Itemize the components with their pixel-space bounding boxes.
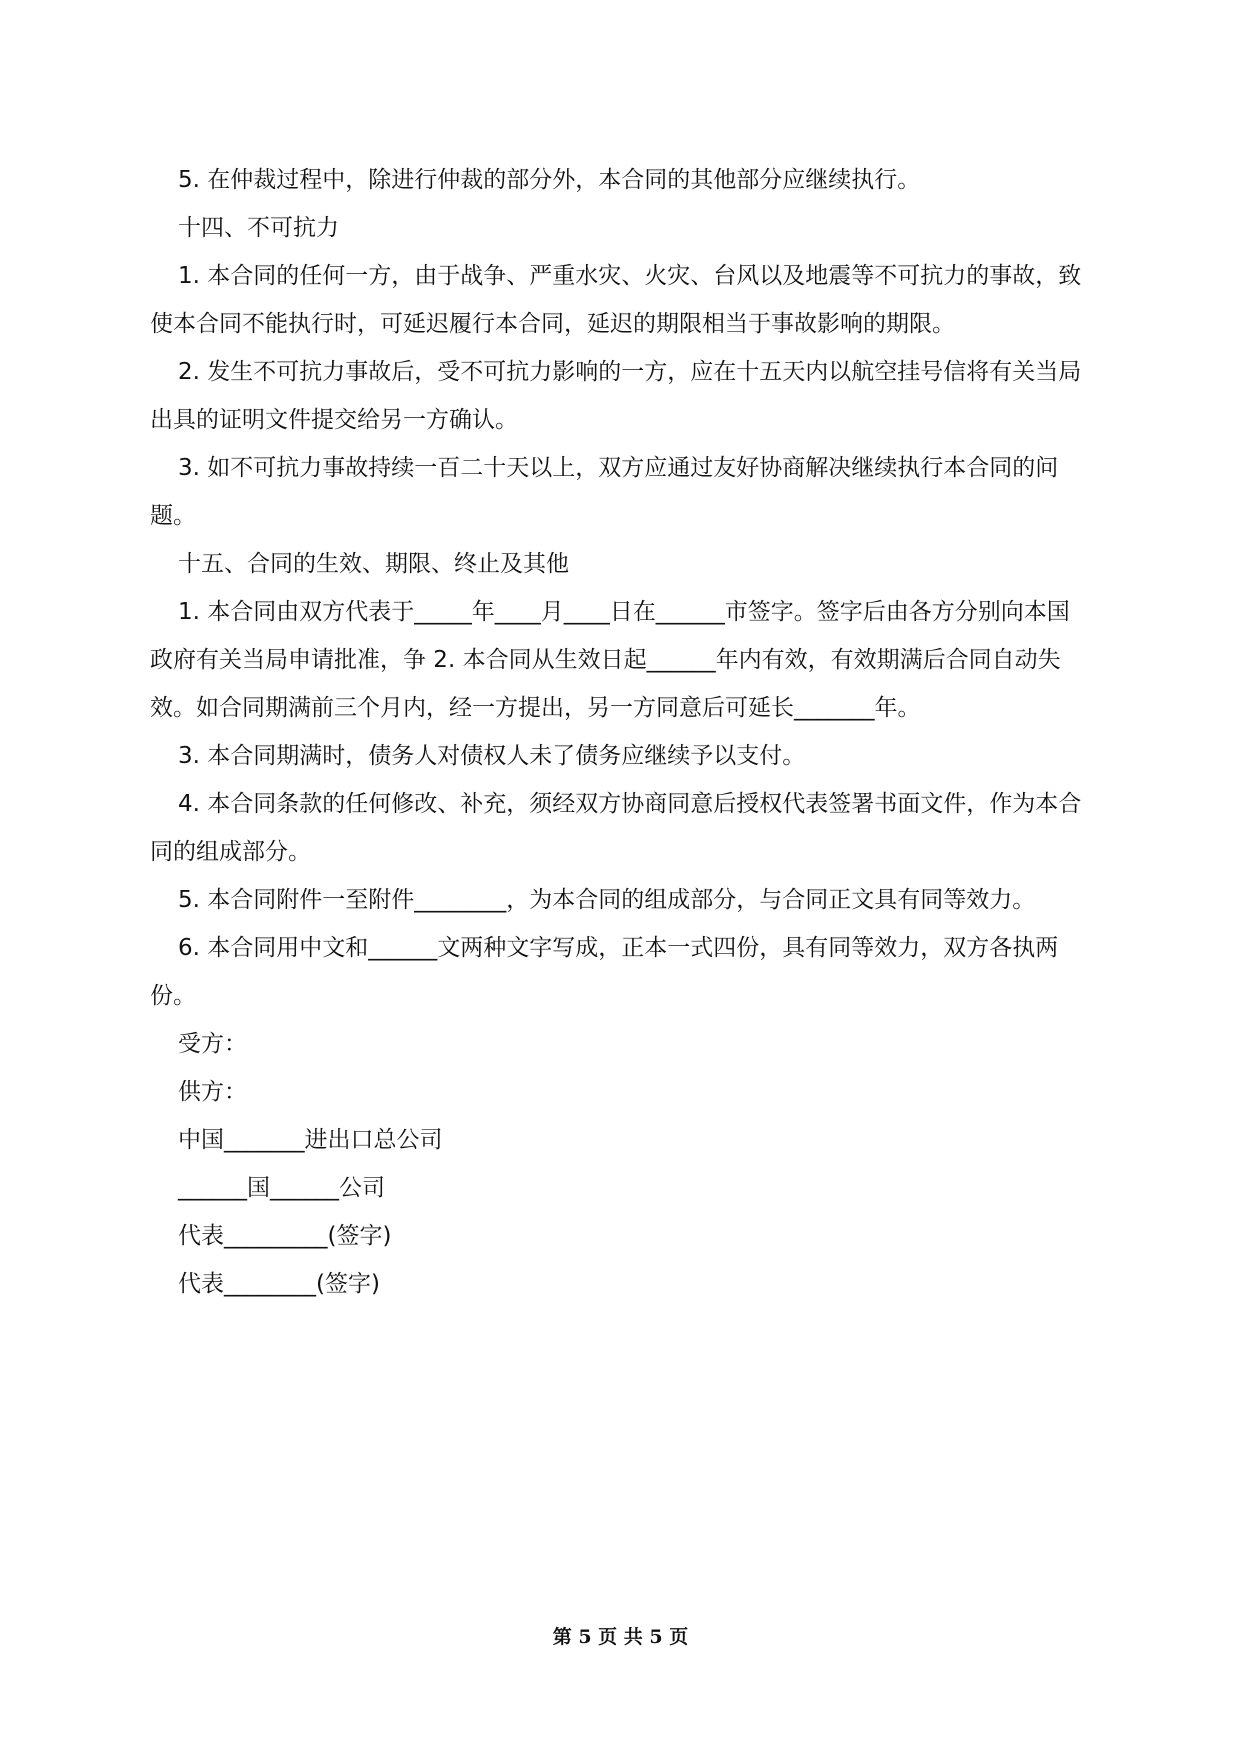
document-body <box>150 156 1085 1308</box>
clause-14-3: 3. 如不可抗力事故持续一百二十天以上，双方应通过友好协商解决继续执行本合同的问题。 <box>150 455 1059 529</box>
seller-company-line: ______国______公司 <box>178 1175 385 1201</box>
buyer-label: 受方： <box>178 1031 247 1057</box>
buyer-representative-signature: 代表_________(签字) <box>178 1223 392 1249</box>
clause-14-1: 1. 本合同的任何一方，由于战争、严重水灾、火灾、台风以及地震等不可抗力的事故，致使本合同不能执行时，可延迟履行本合同，延迟的期限相当于事故影响的期限。 <box>150 263 1082 337</box>
clause-15-5: 5. 本合同附件一至附件________，为本合同的组成部分，与合同正文具有同等效力。 <box>178 887 1036 913</box>
seller-label: 供方： <box>178 1079 247 1105</box>
section-14-heading: 十四、不可抗力 <box>178 215 339 241</box>
clause-13-5: 5. 在仲裁过程中，除进行仲裁的部分外，本合同的其他部分应继续执行。 <box>178 167 921 193</box>
seller-representative-signature: 代表________(签字) <box>178 1271 380 1297</box>
clause-15-3: 3. 本合同期满时，债务人对债权人未了债务应继续予以支付。 <box>178 743 806 769</box>
section-15-heading: 十五、合同的生效、期限、终止及其他 <box>178 551 569 577</box>
clause-15-1-2: 1. 本合同由双方代表于_____年____月____日在______市签字。签字后由各方分别向本国政府有关当局申请批准，争 2. 本合同从生效日起______年内有效，有效期满后合同自动失效。如合同期满前三个月内，经一方提出，另一方同意后可延长_______年。 <box>150 599 1070 721</box>
page-number-footer: 第 5 页 共 5 页 <box>552 1626 689 1648</box>
buyer-company-line: 中国_______进出口总公司 <box>178 1127 443 1153</box>
clause-14-2: 2. 发生不可抗力事故后，受不可抗力影响的一方，应在十五天内以航空挂号信将有关当局出具的证明文件提交给另一方确认。 <box>150 359 1082 433</box>
clause-15-4: 4. 本合同条款的任何修改、补充，须经双方协商同意后授权代表签署书面文件，作为本合同的组成部分。 <box>150 791 1082 865</box>
clause-15-6: 6. 本合同用中文和______文两种文字写成，正本一式四份，具有同等效力，双方各执两份。 <box>150 935 1059 1009</box>
